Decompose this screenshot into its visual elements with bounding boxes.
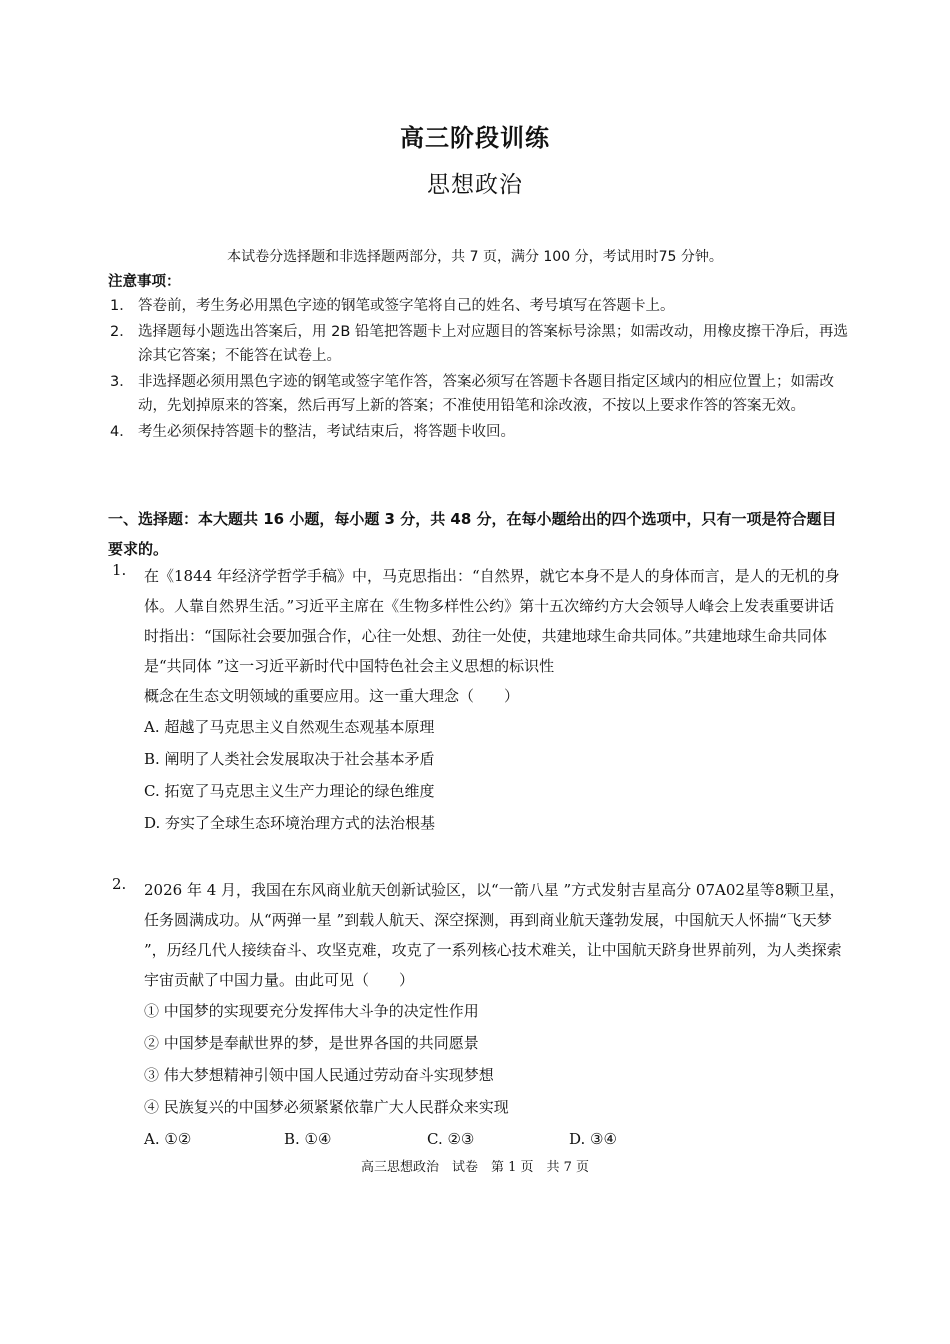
statement-2: ② 中国梦是奉献世界的梦，是世界各国的共同愿景 (144, 1034, 479, 1052)
question-stem: 2026 年 4 月，我国在东风商业航天创新试验区，以“一箭八星 ”方式发射吉星高分 07A02星等8颗卫星，任务圆满成功。从“两弹一星 ”到载人航天、深空探测，再到商业航天蓬勃发展，中国航天人怀揣“飞天梦 ”，历经几代人接续奋斗、攻坚克难，攻克了一系列核心技术难关，让中国航天跻身世界前列，为人类探索宇宙贡献了中国力量。由此可见（ ） (144, 881, 845, 989)
answer-options-row (144, 1123, 848, 1155)
section-heading: 一、选择题：本大题共 16 小题，每小题 3 分，共 48 分，在每小题给出的四个选项中，只有一项是符合题目要求的。 (108, 510, 837, 558)
note-text: 考生必须保持答题卡的整洁，考试结束后，将答题卡收回。 (138, 424, 515, 440)
option-b[interactable]: B. 阐明了人类社会发展取决于社会基本矛盾 (144, 750, 435, 768)
option-d[interactable]: D. ③④ (569, 1130, 617, 1148)
option-a[interactable]: A. ①② (144, 1130, 192, 1148)
exam-title: 高三阶段训练 (400, 124, 550, 152)
question-number: 1. (112, 561, 127, 579)
note-item (108, 420, 848, 444)
question-stem-continued: 概念在生态文明领域的重要应用。这一重大理念（ ） (144, 687, 520, 705)
note-text: 非选择题必须用黑色字迹的钢笔或签字笔作答，答案必须写在答题卡各题目指定区域内的相应位置上；如需改动，先划掉原来的答案，然后再写上新的答案；不准使用铅笔和涂改液，不按以上要求作答的答案无效。 (138, 374, 834, 414)
statement-4: ④ 民族复兴的中国梦必须紧紧依靠广大人民群众来实现 (144, 1098, 509, 1116)
note-text: 答卷前，考生务必用黑色字迹的钢笔或签字笔将自己的姓名、考号填写在答题卡上。 (138, 298, 675, 314)
option-b[interactable]: B. ①④ (284, 1130, 332, 1148)
option-c[interactable]: C. 拓宽了马克思主义生产力理论的绿色维度 (144, 782, 435, 800)
note-text: 选择题每小题选出答案后，用 2B 铅笔把答题卡上对应题目的答案标号涂黑；如需改动，用橡皮擦干净后，再选涂其它答案；不能答在试卷上。 (138, 324, 848, 364)
option-a[interactable]: A. 超越了马克思主义自然观生态观基本原理 (144, 718, 435, 736)
statement-3: ③ 伟大梦想精神引领中国人民通过劳动奋斗实现梦想 (144, 1066, 494, 1084)
question-number: 2. (112, 875, 127, 893)
question-1 (108, 561, 848, 839)
note-number: 2． (110, 324, 134, 340)
question-2 (108, 875, 848, 1155)
notes-block (108, 270, 848, 446)
statement-1: ① 中国梦的实现要充分发挥伟大斗争的决定性作用 (144, 1002, 479, 1020)
exam-intro: 本试卷分选择题和非选择题两部分，共 7 页，满分 100 分，考试用时75 分钟。 (227, 249, 723, 265)
option-c[interactable]: C. ②③ (427, 1130, 475, 1148)
note-item (108, 370, 848, 418)
notes-heading: 注意事项： (108, 274, 181, 290)
page-footer: 高三思想政治 试卷 第 1 页 共 7 页 (360, 1160, 590, 1175)
note-item (108, 294, 848, 318)
option-d[interactable]: D. 夯实了全球生态环境治理方式的法治根基 (144, 814, 436, 832)
note-number: 4． (110, 424, 134, 440)
subject-title: 思想政治 (427, 172, 523, 198)
note-item (108, 320, 848, 368)
question-stem: 在《1844 年经济学哲学手稿》中，马克思指出：“自然界，就它本身不是人的身体而言，是人的无机的身体。人靠自然界生活。”习近平主席在《生物多样性公约》第十五次缔约方大会领导人峰会上发表重要讲话时指出：“国际社会要加强合作，心往一处想、劲往一处使，共建地球生命共同体。”共建地球生命共同体是“共同体 ”这一习近平新时代中国特色社会主义思想的标识性 (144, 567, 840, 675)
note-number: 3． (110, 374, 134, 390)
note-number: 1． (110, 298, 134, 314)
